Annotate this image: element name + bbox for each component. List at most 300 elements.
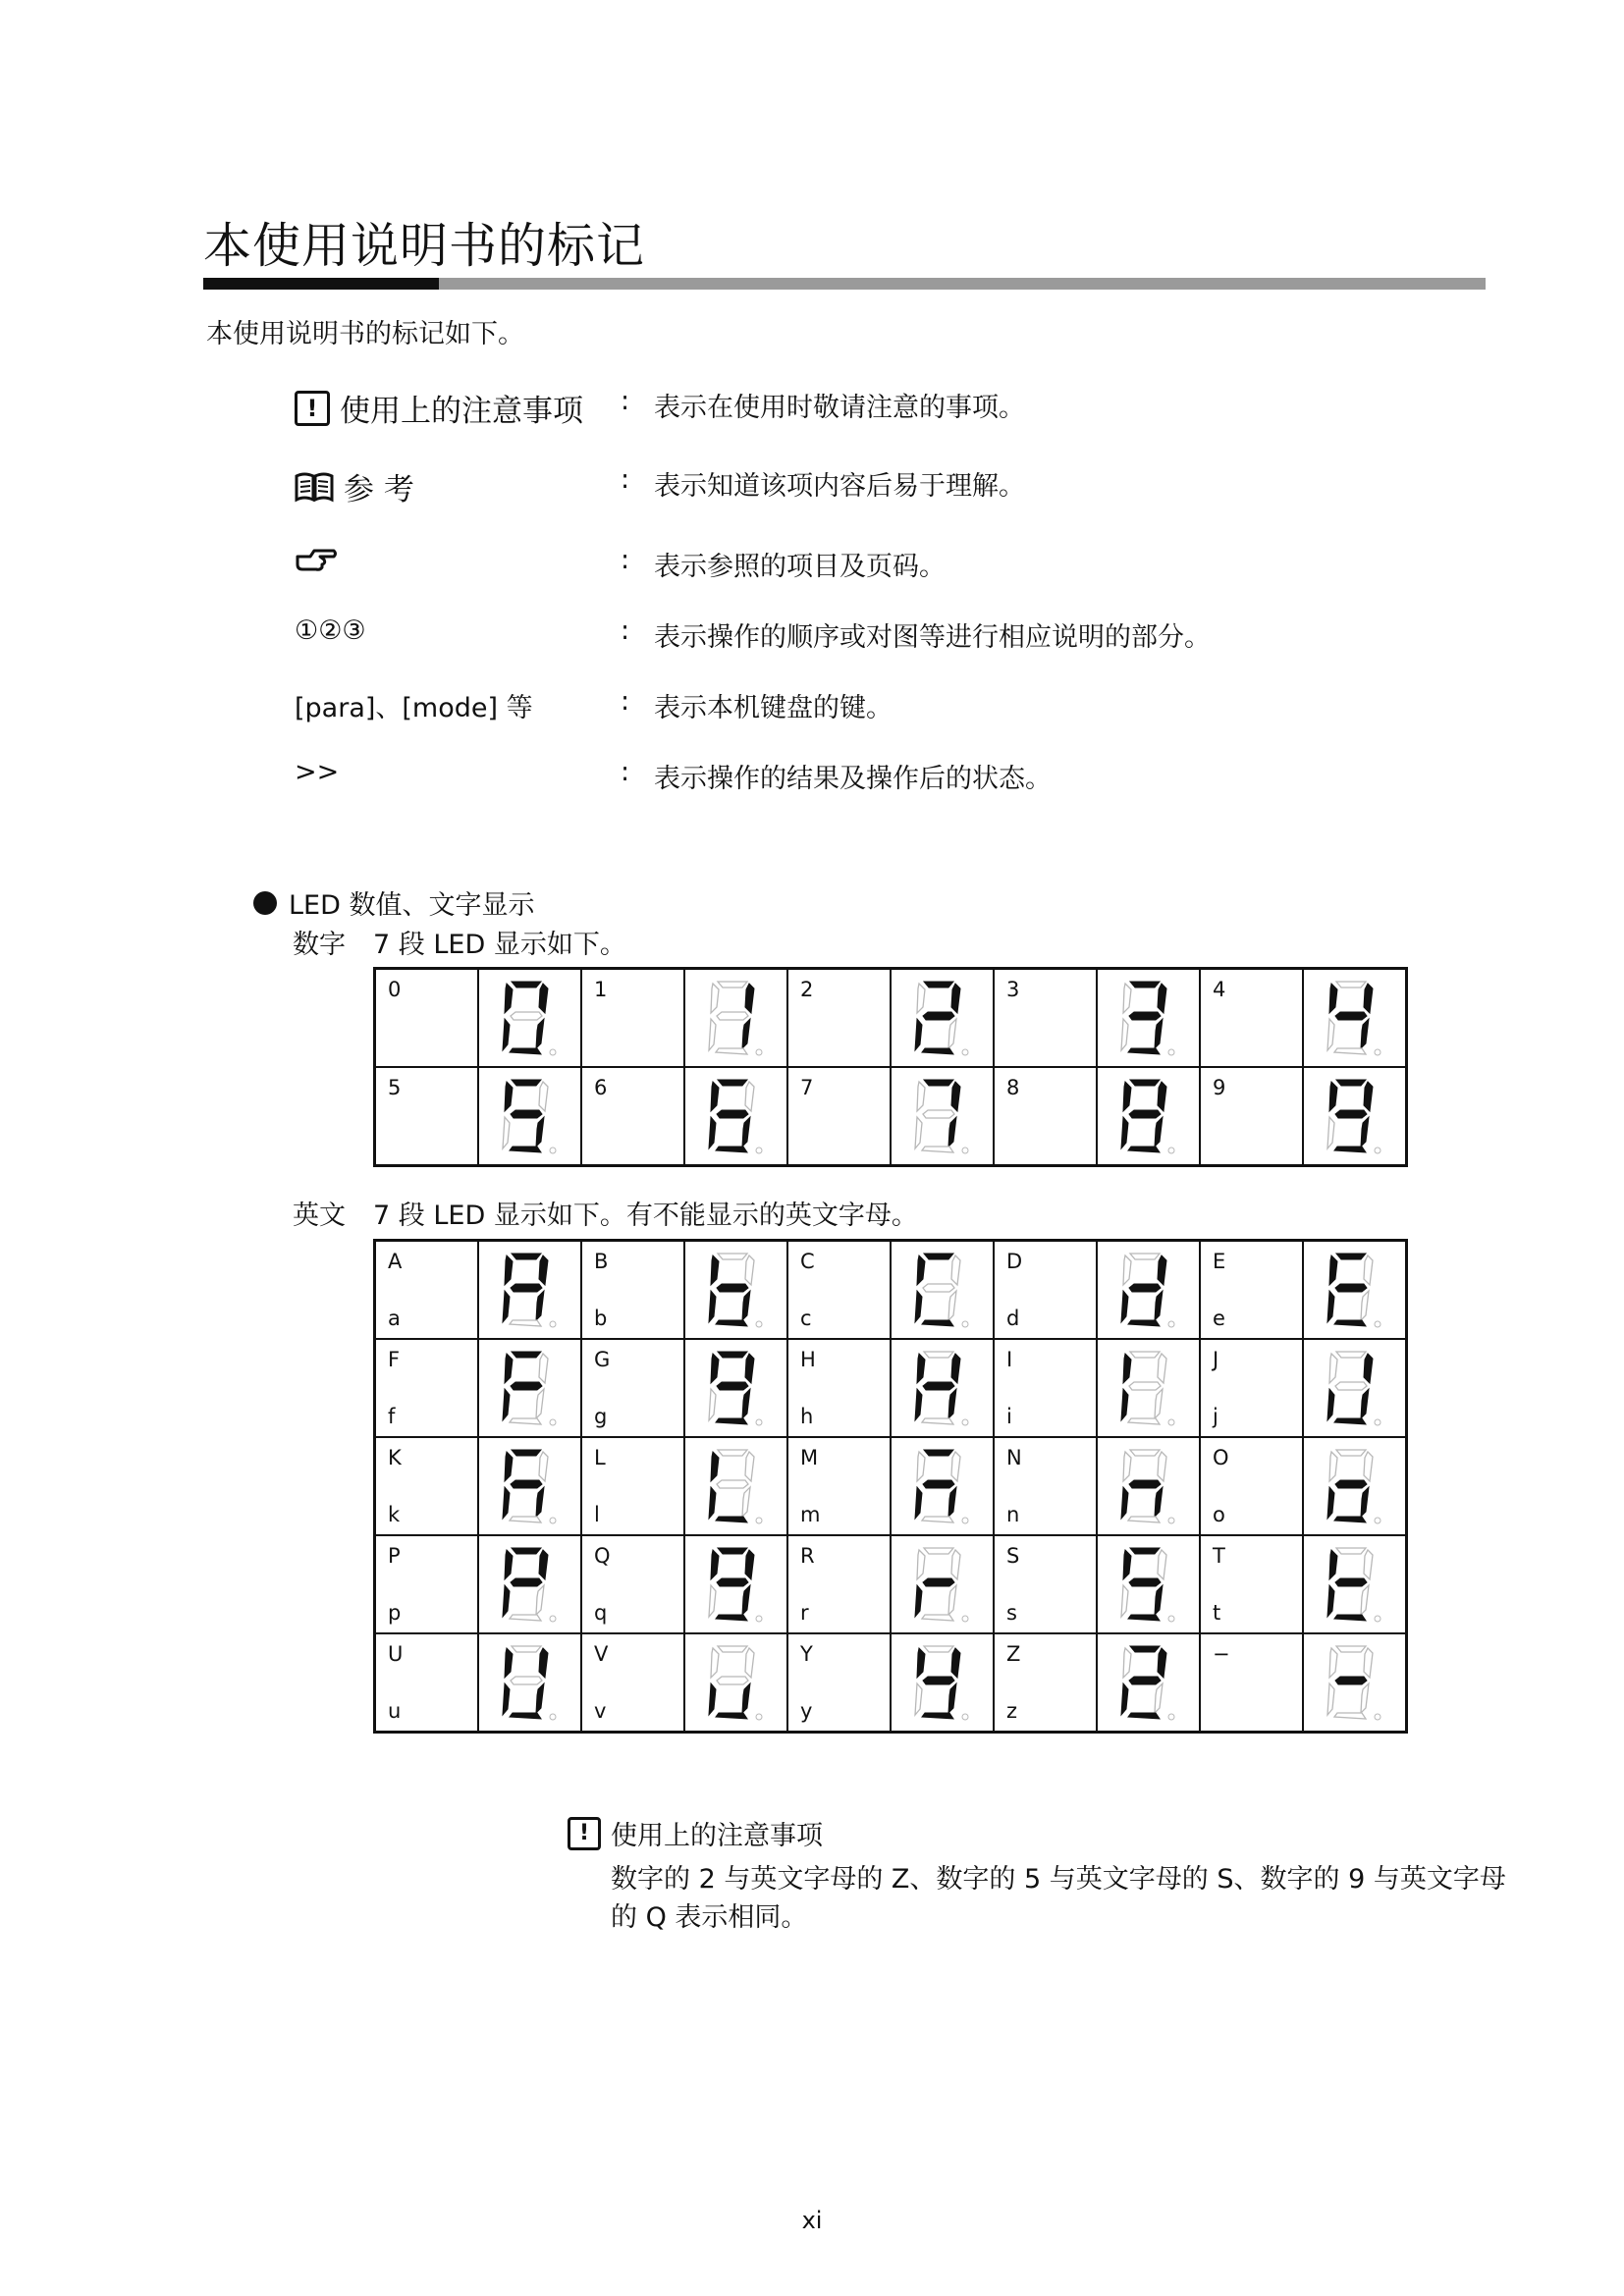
segment-g	[511, 1480, 542, 1488]
led-glyph-cell	[1097, 1067, 1200, 1166]
segment-b	[745, 1082, 754, 1111]
char-label-upper: Q	[594, 1544, 611, 1568]
led-glyph-cell	[891, 1535, 994, 1633]
segment-a	[512, 1080, 541, 1086]
segment-g	[923, 1578, 954, 1586]
seven-segment-glyph	[706, 1640, 767, 1725]
segment-c	[948, 1487, 956, 1517]
segment-c	[742, 1291, 750, 1320]
segment-e	[915, 1487, 922, 1519]
legend-row-reference	[295, 464, 1483, 535]
numbers-label: 数字	[293, 930, 346, 960]
segment-dp	[1375, 1518, 1380, 1523]
led-glyph-cell	[1303, 1339, 1407, 1437]
char-label-cell	[994, 1067, 1097, 1166]
segment-dp	[756, 1049, 762, 1055]
segment-g	[511, 1110, 542, 1118]
segment-d	[1334, 1048, 1366, 1054]
segment-g	[923, 1480, 954, 1488]
led-glyph-cell	[1097, 969, 1200, 1068]
segment-c	[1155, 1389, 1163, 1418]
segment-d	[1334, 1320, 1366, 1326]
segment-b	[1158, 1648, 1166, 1678]
char-label-lower: v	[594, 1699, 607, 1723]
led-glyph-cell	[1303, 1241, 1407, 1340]
legend-description: 表示本机键盘的键。	[654, 693, 893, 723]
char-label-lower: l	[594, 1503, 600, 1526]
led-glyph-cell	[478, 1633, 581, 1733]
seven-segment-glyph	[500, 1640, 561, 1725]
seven-segment-glyph	[912, 1444, 973, 1528]
segment-dp	[756, 1714, 762, 1720]
segment-b	[745, 1550, 754, 1579]
segment-c	[1361, 1487, 1369, 1517]
segment-g	[717, 1284, 748, 1292]
segment-e	[1327, 1487, 1334, 1519]
segment-c	[948, 1683, 956, 1713]
segment-a	[1130, 1548, 1160, 1554]
segment-f	[711, 1550, 719, 1579]
segment-f	[1329, 1082, 1337, 1111]
segment-e	[709, 1487, 716, 1519]
char-label-cell	[581, 1241, 684, 1340]
char-label-upper: U	[388, 1642, 404, 1666]
char-label-cell	[375, 1241, 479, 1340]
segment-b	[1364, 1082, 1373, 1111]
char-label-cell	[375, 1633, 479, 1733]
segment-b	[1364, 1255, 1373, 1285]
seven-segment-glyph	[1325, 1074, 1385, 1158]
led-glyph-cell	[684, 969, 787, 1068]
segment-f	[1123, 1452, 1131, 1481]
segment-f	[917, 1255, 925, 1285]
table-row	[375, 1067, 1407, 1166]
segment-b	[951, 1452, 960, 1481]
segment-e	[709, 1291, 716, 1322]
char-label-cell	[787, 1437, 891, 1535]
segment-g	[511, 1677, 542, 1684]
segment-d	[1334, 1147, 1366, 1152]
segment-d	[510, 1320, 541, 1326]
segment-d	[1128, 1147, 1160, 1152]
seven-segment-glyph	[1118, 976, 1179, 1060]
char-label-cell	[1200, 1437, 1303, 1535]
segment-e	[503, 1487, 510, 1519]
char-label-upper: 9	[1213, 1076, 1226, 1099]
segment-d	[716, 1713, 747, 1719]
segment-a	[1336, 982, 1366, 988]
legend-symbol: >>	[295, 757, 340, 787]
char-label-lower: p	[388, 1601, 402, 1625]
segment-dp	[962, 1616, 968, 1622]
char-label-cell	[787, 1633, 891, 1733]
segment-f	[1123, 1082, 1131, 1111]
segment-e	[1327, 1585, 1334, 1617]
segment-c	[742, 1389, 750, 1418]
led-glyph-cell	[684, 1633, 787, 1733]
char-label-cell	[787, 1241, 891, 1340]
segment-f	[917, 1452, 925, 1481]
char-label-upper: 7	[800, 1076, 814, 1099]
segment-a	[1336, 1646, 1366, 1652]
segment-dp	[756, 1616, 762, 1622]
char-label-upper: D	[1006, 1250, 1023, 1273]
led-glyph-cell	[891, 969, 994, 1068]
char-label-cell	[1200, 1535, 1303, 1633]
segment-e	[1121, 1291, 1128, 1322]
segment-g	[1129, 1284, 1161, 1292]
segment-g	[1335, 1284, 1367, 1292]
segment-dp	[962, 1518, 968, 1523]
segment-a	[1336, 1548, 1366, 1554]
legend-symbol: [para]、[mode] 等	[295, 693, 533, 723]
segment-f	[1123, 1354, 1131, 1383]
segment-a	[512, 1548, 541, 1554]
segment-c	[1155, 1683, 1163, 1713]
segment-dp	[1168, 1714, 1174, 1720]
char-label-upper: L	[594, 1446, 606, 1469]
segment-f	[711, 1452, 719, 1481]
segment-g	[1335, 1677, 1367, 1684]
segment-d	[1128, 1048, 1160, 1054]
char-label-upper: J	[1213, 1348, 1219, 1371]
seven-segment-glyph	[500, 1444, 561, 1528]
segment-dp	[550, 1049, 556, 1055]
segment-b	[1158, 1452, 1166, 1481]
segment-e	[915, 1019, 922, 1050]
segment-f	[505, 1255, 513, 1285]
segment-g	[1129, 1110, 1161, 1118]
segment-e	[1121, 1389, 1128, 1420]
pointing-hand-icon	[295, 545, 338, 574]
char-label-lower: b	[594, 1307, 608, 1330]
segment-c	[948, 1117, 956, 1147]
segment-b	[951, 1550, 960, 1579]
char-label-lower: y	[800, 1699, 813, 1723]
char-label-cell	[375, 1067, 479, 1166]
segment-e	[503, 1291, 510, 1322]
led-section-heading	[253, 883, 534, 922]
segment-g	[1129, 1012, 1161, 1020]
segment-e	[1327, 1683, 1334, 1715]
segment-b	[1364, 1354, 1373, 1383]
char-label-cell	[581, 1633, 684, 1733]
segment-e	[709, 1585, 716, 1617]
legend-symbol	[295, 464, 414, 508]
segment-dp	[962, 1714, 968, 1720]
segment-g	[511, 1578, 542, 1586]
char-label-upper: 0	[388, 978, 402, 1001]
segment-f	[711, 1354, 719, 1383]
segment-d	[510, 1713, 541, 1719]
seven-segment-glyph	[912, 1074, 973, 1158]
table-row	[375, 1535, 1407, 1633]
segment-d	[716, 1048, 747, 1054]
segment-e	[709, 1117, 716, 1148]
letters-label: 英文	[293, 1201, 346, 1231]
notation-legend	[295, 386, 1483, 810]
segment-f	[1329, 984, 1337, 1013]
segment-dp	[1168, 1518, 1174, 1523]
segment-dp	[962, 1148, 968, 1153]
segment-e	[915, 1389, 922, 1420]
segment-c	[536, 1487, 544, 1517]
segment-c	[1361, 1019, 1369, 1048]
segment-c	[536, 1389, 544, 1418]
char-label-lower: m	[800, 1503, 821, 1526]
letters-description: 7 段 LED 显示如下。有不能显示的英文字母。	[373, 1201, 918, 1231]
segment-dp	[1168, 1148, 1174, 1153]
legend-row-steps	[295, 615, 1483, 686]
char-label-cell	[375, 1339, 479, 1437]
table-row	[375, 1241, 1407, 1340]
led-glyph-cell	[684, 1339, 787, 1437]
legend-colon: :	[621, 464, 630, 495]
seven-segment-glyph	[500, 1346, 561, 1430]
char-label-upper: M	[800, 1446, 819, 1469]
legend-colon: :	[621, 686, 630, 717]
segment-g	[1129, 1677, 1161, 1684]
segment-a	[1336, 1254, 1366, 1259]
segment-e	[503, 1389, 510, 1420]
segment-d	[1128, 1517, 1160, 1522]
segment-f	[1329, 1452, 1337, 1481]
segment-d	[1334, 1517, 1366, 1522]
segment-b	[1158, 1354, 1166, 1383]
led-glyph-cell	[1303, 1067, 1407, 1166]
caution-box-icon: !	[568, 1817, 601, 1850]
segment-d	[1334, 1713, 1366, 1719]
seven-segment-glyph	[706, 1074, 767, 1158]
segment-f	[1123, 1648, 1131, 1678]
char-label-cell	[994, 969, 1097, 1068]
segment-f	[1329, 1354, 1337, 1383]
char-label-upper: 1	[594, 978, 608, 1001]
page-number: xi	[801, 2207, 823, 2234]
table-row	[375, 1437, 1407, 1535]
segment-b	[1364, 1550, 1373, 1579]
segment-dp	[1168, 1419, 1174, 1425]
segment-g	[923, 1284, 954, 1292]
segment-e	[709, 1019, 716, 1050]
segment-a	[512, 1646, 541, 1652]
segment-dp	[756, 1419, 762, 1425]
segment-c	[948, 1291, 956, 1320]
segment-a	[924, 1254, 953, 1259]
seven-segment-glyph	[1118, 1542, 1179, 1627]
seven-segment-glyph	[1118, 1074, 1179, 1158]
segment-d	[716, 1147, 747, 1152]
char-label-lower: c	[800, 1307, 812, 1330]
char-label-upper: E	[1213, 1250, 1226, 1273]
segment-e	[503, 1585, 510, 1617]
char-label-upper: B	[594, 1250, 609, 1273]
segment-d	[716, 1418, 747, 1424]
char-label-upper: 5	[388, 1076, 402, 1099]
segment-b	[1364, 1452, 1373, 1481]
char-label-cell	[1200, 1067, 1303, 1166]
led-glyph-cell	[684, 1535, 787, 1633]
segment-c	[948, 1389, 956, 1418]
bullet-icon	[253, 891, 277, 915]
seven-segment-glyph	[912, 1346, 973, 1430]
segment-d	[1128, 1320, 1160, 1326]
segment-e	[503, 1117, 510, 1148]
segment-f	[711, 1082, 719, 1111]
caution-note	[568, 1814, 1524, 1937]
segment-b	[745, 1354, 754, 1383]
segment-f	[917, 1550, 925, 1579]
numbers-led-table	[373, 967, 1408, 1167]
segment-c	[1155, 1585, 1163, 1615]
segment-d	[1334, 1418, 1366, 1424]
segment-e	[1121, 1585, 1128, 1617]
segment-a	[924, 1080, 953, 1086]
segment-dp	[550, 1148, 556, 1153]
segment-f	[505, 1082, 513, 1111]
table-row	[375, 1339, 1407, 1437]
led-glyph-cell	[1303, 969, 1407, 1068]
char-label-lower: k	[388, 1503, 401, 1526]
open-book-icon	[295, 470, 334, 504]
segment-c	[1155, 1291, 1163, 1320]
segment-a	[512, 1254, 541, 1259]
numbers-subheading	[293, 923, 626, 961]
segment-g	[1335, 1578, 1367, 1586]
segment-g	[1129, 1578, 1161, 1586]
led-glyph-cell	[891, 1339, 994, 1437]
char-label-lower: i	[1006, 1405, 1012, 1428]
legend-row-page-ref	[295, 545, 1483, 615]
segment-g	[923, 1012, 954, 1020]
segment-e	[709, 1389, 716, 1420]
char-label-cell	[1200, 1339, 1303, 1437]
char-label-lower: s	[1006, 1601, 1017, 1625]
led-glyph-cell	[684, 1241, 787, 1340]
segment-g	[717, 1012, 748, 1020]
segment-c	[1361, 1291, 1369, 1320]
segment-e	[1121, 1487, 1128, 1519]
note-title-text: 使用上的注意事项	[611, 1821, 823, 1851]
seven-segment-glyph	[706, 1542, 767, 1627]
segment-g	[511, 1382, 542, 1390]
segment-c	[742, 1683, 750, 1713]
segment-d	[510, 1048, 541, 1054]
segment-g	[717, 1480, 748, 1488]
segment-dp	[550, 1616, 556, 1622]
segment-b	[745, 1255, 754, 1285]
char-label-upper: P	[388, 1544, 401, 1568]
segment-g	[717, 1578, 748, 1586]
char-label-upper: C	[800, 1250, 815, 1273]
segment-a	[924, 982, 953, 988]
segment-c	[1361, 1389, 1369, 1418]
char-label-upper: −	[1213, 1642, 1230, 1666]
segment-g	[923, 1110, 954, 1118]
segment-a	[512, 1450, 541, 1456]
segment-a	[924, 1548, 953, 1554]
legend-symbol: ①②③	[295, 615, 366, 646]
char-label-upper: I	[1006, 1348, 1013, 1371]
segment-g	[1335, 1480, 1367, 1488]
segment-d	[922, 1320, 953, 1326]
segment-b	[539, 1648, 548, 1678]
led-glyph-cell	[1303, 1535, 1407, 1633]
segment-e	[1121, 1019, 1128, 1050]
segment-c	[1361, 1585, 1369, 1615]
seven-segment-glyph	[1325, 976, 1385, 1060]
char-label-lower: d	[1006, 1307, 1020, 1330]
segment-e	[1327, 1117, 1334, 1148]
segment-b	[1158, 984, 1166, 1013]
char-label-upper: N	[1006, 1446, 1022, 1469]
led-glyph-cell	[478, 1067, 581, 1166]
legend-colon: :	[621, 615, 630, 646]
led-glyph-cell	[478, 1437, 581, 1535]
segment-a	[924, 1646, 953, 1652]
legend-symbol	[295, 386, 583, 430]
seven-segment-glyph	[706, 1444, 767, 1528]
segment-b	[539, 984, 548, 1013]
segment-dp	[550, 1714, 556, 1720]
segment-g	[717, 1382, 748, 1390]
segment-dp	[550, 1321, 556, 1327]
segment-d	[922, 1517, 953, 1522]
segment-g	[1129, 1382, 1161, 1390]
segment-e	[1327, 1389, 1334, 1420]
segment-a	[718, 1450, 747, 1456]
segment-dp	[962, 1049, 968, 1055]
segment-a	[718, 1080, 747, 1086]
char-label-cell	[581, 1067, 684, 1166]
segment-d	[922, 1615, 953, 1621]
char-label-upper: 2	[800, 978, 814, 1001]
legend-description: 表示操作的顺序或对图等进行相应说明的部分。	[654, 622, 1211, 653]
char-label-cell	[1200, 1241, 1303, 1340]
segment-g	[923, 1677, 954, 1684]
char-label-lower: u	[388, 1699, 402, 1723]
led-glyph-cell	[1303, 1633, 1407, 1733]
char-label-upper: S	[1006, 1544, 1020, 1568]
segment-dp	[1375, 1321, 1380, 1327]
segment-c	[742, 1585, 750, 1615]
led-glyph-cell	[1097, 1241, 1200, 1340]
char-label-upper: Y	[800, 1642, 813, 1666]
char-label-cell	[787, 1339, 891, 1437]
segment-c	[1361, 1683, 1369, 1713]
char-label-cell	[581, 969, 684, 1068]
led-glyph-cell	[684, 1067, 787, 1166]
segment-e	[915, 1291, 922, 1322]
seven-segment-glyph	[706, 976, 767, 1060]
legend-label: 参 考	[344, 472, 414, 507]
char-label-lower: z	[1006, 1699, 1018, 1723]
segment-dp	[550, 1518, 556, 1523]
segment-f	[917, 1648, 925, 1678]
segment-d	[716, 1517, 747, 1522]
char-label-upper: Z	[1006, 1642, 1021, 1666]
segment-c	[536, 1585, 544, 1615]
seven-segment-glyph	[500, 1248, 561, 1332]
segment-a	[924, 1450, 953, 1456]
legend-colon: :	[621, 757, 630, 787]
led-glyph-cell	[891, 1633, 994, 1733]
segment-c	[536, 1291, 544, 1320]
char-label-cell	[375, 969, 479, 1068]
segment-d	[716, 1320, 747, 1326]
segment-e	[709, 1683, 716, 1715]
seven-segment-glyph	[1118, 1248, 1179, 1332]
